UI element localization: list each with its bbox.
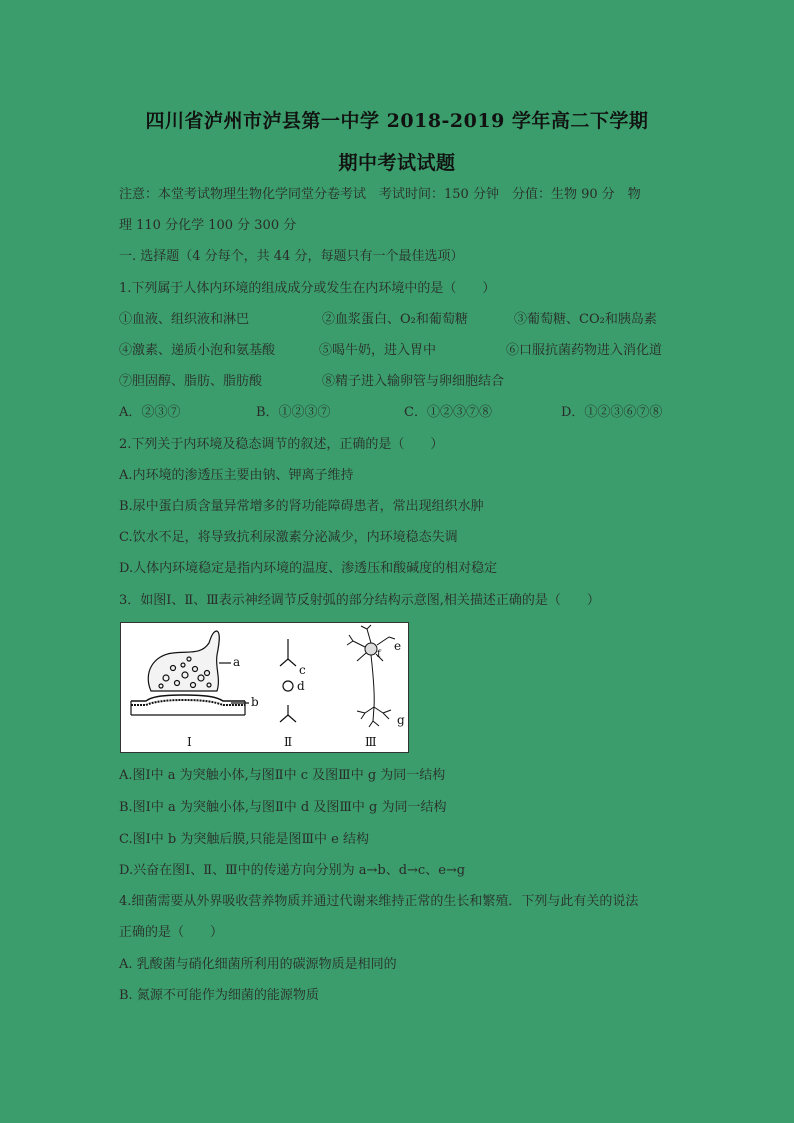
- label-fig-2: Ⅱ: [284, 735, 293, 749]
- q1-option-d: D．①②③⑥⑦⑧: [561, 405, 663, 420]
- q1-item-7: ⑦胆固醇、脂肪、脂肪酸: [119, 374, 263, 389]
- neuron-drawing: [347, 625, 395, 727]
- question-4-stem-line1: 4.细菌需要从外界吸收营养物质并通过代谢来维持正常的生长和繁殖．下列与此有关的说法: [119, 894, 639, 909]
- exam-title-line1: 四川省泸州市泸县第一中学 2018-2019 学年高二下学期: [145, 110, 649, 132]
- q3-option-c: C.图Ⅰ中 b 为突触后膜,只能是图Ⅲ中 e 结构: [119, 832, 369, 847]
- label-d: d: [297, 679, 305, 693]
- q3-option-d: D.兴奋在图Ⅰ、Ⅱ、Ⅲ中的传递方向分别为 a→b、d→c、e→g: [119, 863, 466, 878]
- synapse-drawing: [131, 631, 249, 715]
- q1-item-6: ⑥口服抗菌药物进入消化道: [506, 343, 663, 358]
- label-fig-1: Ⅰ: [187, 735, 192, 749]
- q1-option-b: B．①②③⑦: [256, 405, 331, 420]
- label-g: g: [397, 713, 405, 727]
- q4-option-a: A. 乳酸菌与硝化细菌所利用的碳源物质是相同的: [119, 957, 397, 972]
- q1-option-a: A．②③⑦: [119, 405, 181, 420]
- nerve-fiber-diagram: [280, 639, 296, 722]
- notice-line-1: 注意：本堂考试物理生物化学同堂分卷考试 考试时间：150 分钟 分值：生物 90 分 物: [119, 187, 641, 202]
- exam-title-line2: 期中考试试题: [338, 152, 456, 174]
- label-e: e: [394, 639, 402, 653]
- q3-option-b: B.图Ⅰ中 a 为突触小体,与图Ⅱ中 d 及图Ⅲ中 g 为同一结构: [119, 800, 447, 815]
- question-3-stem: 3．如图Ⅰ、Ⅱ、Ⅲ表示神经调节反射弧的部分结构示意图,相关描述正确的是（ ）: [119, 593, 600, 608]
- q2-option-d: D.人体内环境稳定是指内环境的温度、渗透压和酸碱度的相对稳定: [119, 561, 498, 576]
- neuron-structure-figure: [120, 622, 409, 753]
- q1-item-2: ②血浆蛋白、O₂和葡萄糖: [322, 312, 468, 327]
- q1-item-5: ⑤喝牛奶，进入胃中: [319, 343, 437, 358]
- label-c: c: [299, 663, 306, 677]
- q2-option-a: A.内环境的渗透压主要由钠、钾离子维持: [119, 468, 354, 483]
- notice-line-2: 理 110 分化学 100 分 300 分: [119, 218, 297, 233]
- q1-item-1: ①血液、组织液和淋巴: [119, 312, 250, 327]
- q4-option-b: B. 氮源不可能作为细菌的能源物质: [119, 988, 319, 1003]
- q2-option-c: C.饮水不足，将导致抗利尿激素分泌减少，内环境稳态失调: [119, 530, 458, 545]
- question-2-stem: 2.下列关于内环境及稳态调节的叙述，正确的是（ ）: [119, 437, 444, 452]
- section-heading: 一. 选择题（4 分每个，共 44 分，每题只有一个最佳选项）: [119, 249, 464, 264]
- q1-item-3: ③葡萄糖、CO₂和胰岛素: [514, 312, 657, 327]
- q3-option-a: A.图Ⅰ中 a 为突触小体,与图Ⅱ中 c 及图Ⅲ中 g 为同一结构: [119, 768, 446, 783]
- label-a: a: [233, 655, 241, 669]
- question-4-stem-line2: 正确的是（ ）: [119, 925, 224, 940]
- q1-item-8: ⑧精子进入输卵管与卵细胞结合: [322, 374, 505, 389]
- label-fig-3: Ⅲ: [365, 735, 377, 749]
- label-b: b: [251, 695, 259, 709]
- q2-option-b: B.尿中蛋白质含量异常增多的肾功能障碍患者，常出现组织水肿: [119, 499, 484, 514]
- q1-option-c: C．①②③⑦⑧: [404, 405, 492, 420]
- label-f: f: [377, 649, 381, 660]
- q1-item-4: ④激素、递质小泡和氨基酸: [119, 343, 276, 358]
- question-1-stem: 1.下列属于人体内环境的组成成分或发生在内环境中的是（ ）: [119, 281, 496, 296]
